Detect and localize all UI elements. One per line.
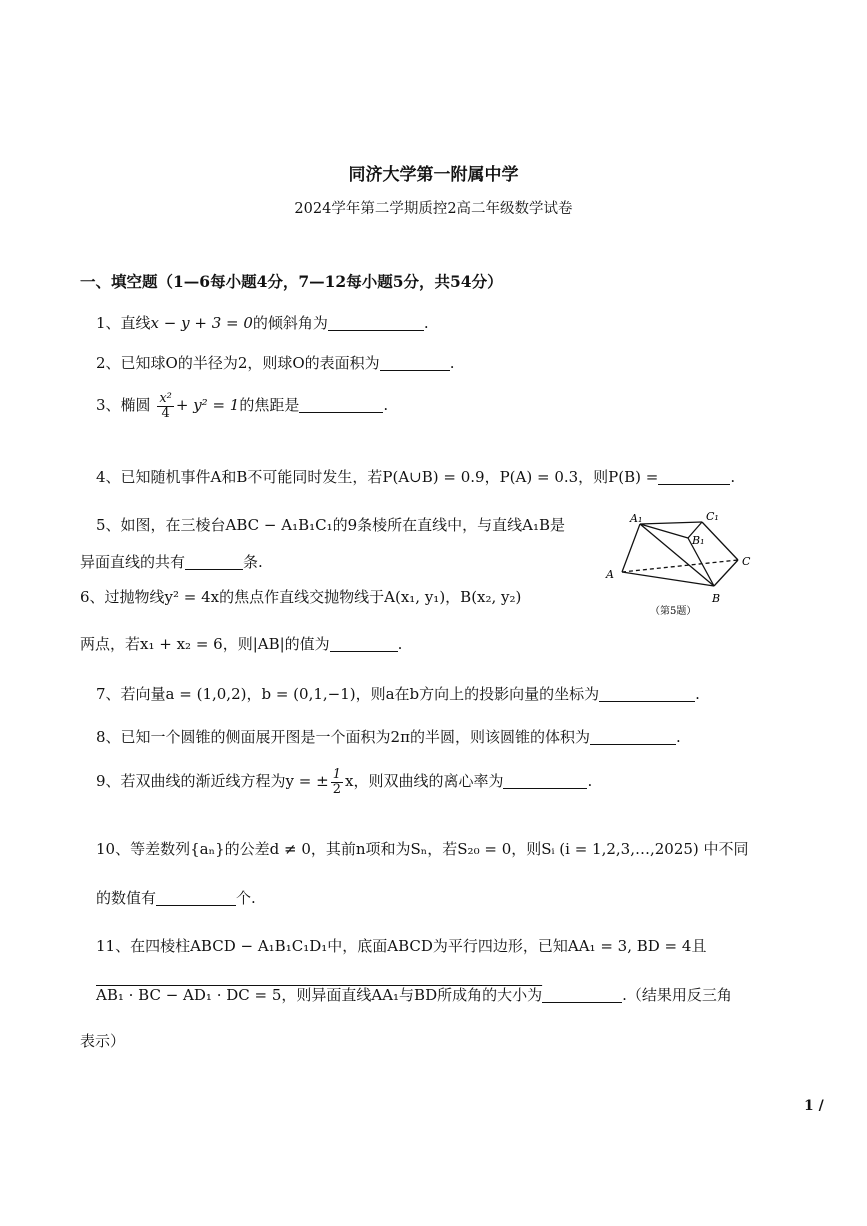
school-name: 同济大学第一附属中学	[348, 165, 519, 185]
label-b1: B₁	[692, 534, 705, 547]
q3-frac-denominator: 4	[161, 405, 170, 421]
q3-prefix: 3、椭圆	[96, 396, 151, 415]
question-10-line-2	[96, 887, 256, 908]
question-4: 4、已知随机事件A和B不可能同时发生，若P(A∪B) = 0.9，P(A) = 0.3，则P(B) = .	[96, 468, 736, 486]
q9-frac-numerator: 1	[332, 767, 341, 782]
q6-answer-blank[interactable]	[330, 636, 398, 652]
q8-answer-blank[interactable]	[590, 729, 676, 745]
q9-answer-blank[interactable]	[503, 773, 587, 789]
q7-answer-blank[interactable]	[599, 686, 695, 702]
question-3: 3、椭圆 $\frac{\text{x²}}{4}$ + y² = 1的焦距是 .	[96, 391, 389, 421]
q10-answer-blank[interactable]	[156, 890, 236, 906]
question-5-line-2	[80, 551, 263, 572]
q9-fraction	[331, 768, 343, 796]
q6-line1: 6、过抛物线y² = 4x的焦点作直线交抛物线于A(x₁, y₁)，B(x₂, y₂)	[80, 588, 522, 606]
q3-answer-blank[interactable]	[299, 397, 383, 413]
q4-text: 4、已知随机事件A和B不可能同时发生，若P(A∪B) = 0.9，P(A) = 0.3，则P(B) =	[96, 468, 659, 486]
q1-suffix: 的倾斜角为	[252, 314, 328, 332]
q10-line2-prefix: 的数值有	[96, 889, 157, 907]
q11-line1: 11、在四棱柱ABCD − A₁B₁C₁D₁中，底面ABCD为平行四边形，已知AA₁ = 3, BD = 4且	[96, 937, 707, 955]
q11-answer-blank[interactable]	[542, 987, 622, 1003]
question-11-line-2	[96, 984, 732, 1005]
figure-caption: （第5题）	[650, 606, 697, 617]
question-7: 7、若向量a = (1,0,2)，b = (0,1,−1)，则a在b方向上的投影向量的坐标为 .	[96, 685, 700, 703]
q5-line2-prefix: 异面直线的共有	[80, 553, 186, 571]
figure-frustum	[604, 510, 764, 624]
q5-line2-suffix: 条.	[243, 553, 263, 571]
q1-answer-blank[interactable]	[328, 315, 424, 331]
q6-line2-prefix: 两点，若x₁ + x₂ = 6，则|AB|的值为	[80, 635, 330, 653]
page-number: 1 /	[804, 1098, 824, 1114]
q9-suffix: x，则双曲线的离心率为	[344, 772, 504, 791]
question-5-line-1	[96, 514, 565, 535]
question-11-line-1	[96, 935, 706, 956]
section-title: 一、填空题（1—6每小题4分，7—12每小题5分，共54分）	[80, 272, 503, 291]
q5-line1: 5、如图，在三棱台ABC − A₁B₁C₁的9条棱所在直线中，与直线A₁B是	[96, 516, 566, 534]
question-1: 1、直线x − y + 3 = 0的倾斜角为 .	[96, 314, 429, 332]
question-6-line-1	[80, 586, 521, 607]
q9-prefix: 9、若双曲线的渐近线方程为y = ±	[96, 772, 329, 791]
q2-text: 2、已知球O的半径为2，则球O的表面积为	[96, 354, 380, 372]
q10-line1: 10、等差数列{aₙ}的公差d ≠ 0，其前n项和为Sₙ，若S₂₀ = 0，则Sᵢ (i = 1,2,3,…,2025) 中不同	[96, 840, 749, 858]
q11-line3: 表示）	[80, 1032, 126, 1050]
question-8: 8、已知一个圆锥的侧面展开图是一个面积为2π的半圆，则该圆锥的体积为 .	[96, 728, 681, 746]
q1-prefix: 1、直线	[96, 314, 151, 332]
q7-text: 7、若向量a = (1,0,2)，b = (0,1,−1)，则a在b方向上的投影向量的坐标为	[96, 685, 600, 703]
q4-answer-blank[interactable]	[658, 469, 730, 485]
q9-frac-denominator: 2	[332, 781, 341, 797]
question-11-line-3	[80, 1030, 125, 1051]
question-10-line-1	[96, 838, 749, 859]
question-9: 9、若双曲线的渐近线方程为y = ± $\frac{1}{2}$ x，则双曲线的离心率为 .	[96, 767, 593, 797]
q11-line2-suffix: .（结果用反三角	[622, 986, 732, 1004]
q8-text: 8、已知一个圆锥的侧面展开图是一个面积为2π的半圆，则该圆锥的体积为	[96, 728, 590, 746]
question-2: 2、已知球O的半径为2，则球O的表面积为 .	[96, 354, 455, 372]
label-c: C	[742, 555, 751, 568]
q3-equation: + y² = 1	[175, 396, 240, 415]
q3-fraction	[157, 392, 174, 420]
frustum-diagram	[604, 510, 764, 620]
label-c1: C₁	[706, 510, 719, 523]
q2-answer-blank[interactable]	[380, 355, 450, 371]
q5-answer-blank[interactable]	[185, 554, 243, 570]
q3-frac-numerator: x²	[159, 391, 172, 406]
label-a1: A₁	[630, 512, 643, 525]
q11-line2-prefix: AB₁ · BC − AD₁ · DC = 5，则异面直线AA₁与BD所成角的大小为	[96, 986, 543, 1004]
label-a: A	[606, 568, 614, 581]
question-6-line-2: 两点，若x₁ + x₂ = 6，则|AB|的值为 .	[80, 635, 403, 653]
exam-title: 2024学年第二学期质控2高二年级数学试卷	[294, 201, 573, 217]
label-b: B	[712, 592, 721, 605]
q1-equation: x − y + 3 = 0	[150, 314, 253, 332]
q10-line2-suffix: 个.	[236, 889, 256, 907]
q3-suffix: 的焦距是	[239, 396, 300, 415]
